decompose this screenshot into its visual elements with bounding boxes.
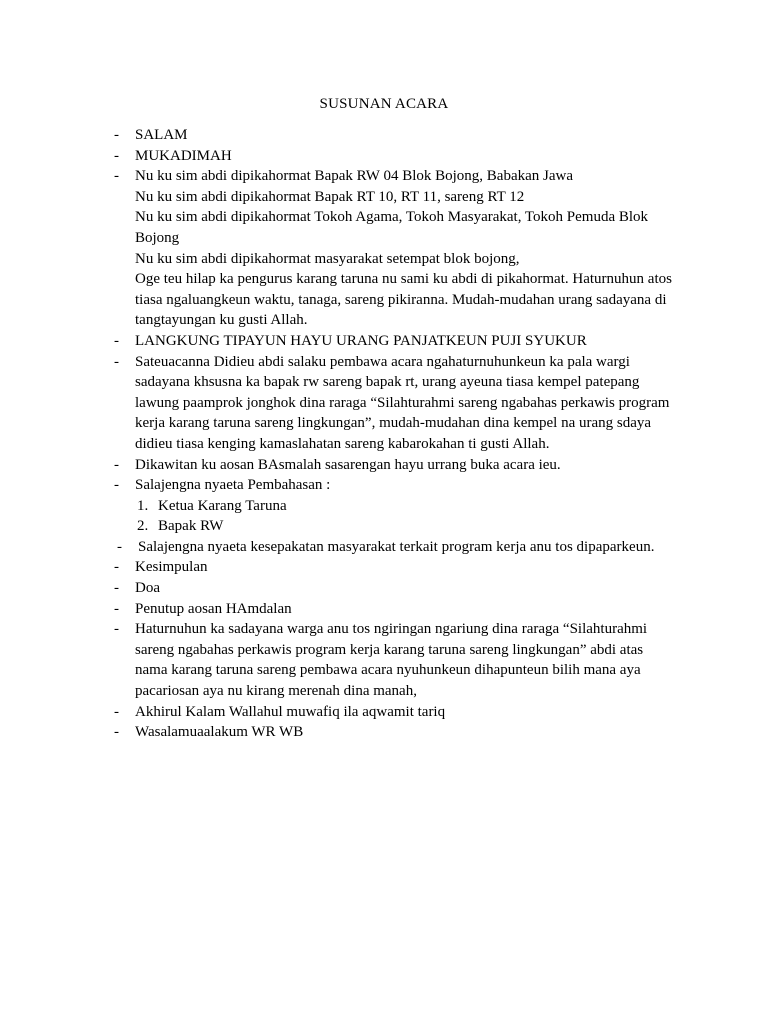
item-text-line: Bojong bbox=[135, 229, 180, 246]
item-text: Doa bbox=[135, 580, 160, 597]
item-text-line: tangtayungan ku gusti Allah. bbox=[135, 312, 308, 329]
item-text-line: Sateuacanna Didieu abdi salaku pembawa acara ngahaturnuhunkeun ka pala wargi bbox=[135, 353, 630, 370]
sublist-label: Ketua Karang Taruna bbox=[158, 497, 287, 514]
list-item-wasalam bbox=[114, 722, 684, 743]
bullet-dash: - bbox=[114, 332, 119, 349]
bullet-dash: - bbox=[114, 477, 119, 494]
list-item-pembahasan bbox=[114, 475, 684, 496]
bullet-dash: - bbox=[114, 621, 119, 638]
sublist-label: Bapak RW bbox=[158, 518, 224, 535]
bullet-dash: - bbox=[114, 580, 119, 597]
item-text-line: Nu ku sim abdi dipikahormat masyarakat setempat blok bojong, bbox=[135, 250, 520, 267]
sublist-item bbox=[114, 516, 684, 537]
bullet-dash: - bbox=[114, 168, 119, 185]
item-text: Wasalamuaalakum WR WB bbox=[135, 724, 304, 741]
list-item-haturnuhun bbox=[114, 619, 684, 701]
list-item-greetings bbox=[114, 166, 684, 331]
bullet-dash: - bbox=[114, 600, 119, 617]
list-item-penutup bbox=[114, 599, 684, 620]
item-text: Penutup aosan HAmdalan bbox=[135, 600, 292, 617]
item-text: Kesimpulan bbox=[135, 559, 208, 576]
list-item-kesimpulan bbox=[114, 557, 684, 578]
item-text-line: sadayana khsusna ka bapak rw sareng bapak rt, urang ayeuna tiasa kempel patepang bbox=[135, 374, 640, 391]
item-text-line: lawung paamprok jonghok dina raraga “Silahturahmi sareng ngabahas perkawis program bbox=[135, 394, 670, 411]
list-item-puji-syukur bbox=[114, 331, 684, 352]
page-title: SUSUNAN ACARA bbox=[319, 96, 449, 112]
list-item-salam bbox=[114, 125, 684, 146]
bullet-dash: - bbox=[114, 127, 119, 143]
item-text-line: Nu ku sim abdi dipikahormat Bapak RW 04 Blok Bojong, Babakan Jawa bbox=[135, 168, 574, 185]
item-text: MUKADIMAH bbox=[135, 147, 232, 164]
item-text-line: nama karang taruna sareng pembawa acara nyuhunkeun dihapunteun bilih mana aya bbox=[135, 662, 641, 679]
bullet-dash: - bbox=[114, 703, 119, 720]
list-item-mukadimah bbox=[114, 146, 684, 167]
bullet-dash: - bbox=[117, 538, 122, 555]
item-text-line: Nu ku sim abdi dipikahormat Bapak RT 10, RT 11, sareng RT 12 bbox=[135, 188, 525, 205]
item-text: LANGKUNG TIPAYUN HAYU URANG PANJATKEUN PUJI SYUKUR bbox=[135, 332, 587, 349]
bullet-dash: - bbox=[114, 353, 119, 370]
item-text-line: didieu tiasa kenging kamaslahatan sareng kabarokahan ti gusti Allah. bbox=[135, 435, 550, 452]
item-text-line: tiasa ngaluangkeun waktu, tanaga, sareng pikiranna. Mudah-mudahan urang sadayana di bbox=[135, 291, 667, 308]
sublist-item bbox=[114, 496, 684, 517]
item-text-line: sareng ngabahas perkawis program kerja karang taruna sareng lingkungan” abdi atas bbox=[135, 641, 644, 658]
item-text: Dikawitan ku aosan BAsmalah sasarengan hayu urrang buka acara ieu. bbox=[135, 456, 561, 473]
item-text: Salajengna nyaeta kesepakatan masyarakat terkait program kerja anu tos dipaparkeun. bbox=[138, 538, 655, 555]
item-text-line: Oge teu hilap ka pengurus karang taruna nu sami ku abdi di pikahormat. Haturnuhun atos bbox=[135, 271, 672, 288]
bullet-dash: - bbox=[114, 147, 119, 164]
list-item-kesepakatan bbox=[117, 537, 687, 558]
item-text: Salajengna nyaeta Pembahasan : bbox=[135, 477, 331, 494]
sublist-number: 2. bbox=[137, 518, 149, 535]
item-text: SALAM bbox=[135, 127, 188, 143]
item-text: Akhirul Kalam Wallahul muwafiq ila aqwamit tariq bbox=[135, 703, 446, 720]
list-item-akhirul-kalam bbox=[114, 702, 684, 723]
bullet-dash: - bbox=[114, 724, 119, 741]
item-text-line: Haturnuhun ka sadayana warga anu tos ngiringan ngariung dina raraga “Silahturahmi bbox=[135, 621, 648, 638]
agenda-list bbox=[114, 125, 684, 743]
item-text-line: pacariosan aya nu kirang merenah dina manah, bbox=[135, 683, 417, 700]
item-text-line: kerja karang taruna sareng lingkungan”, mudah-mudahan dina kempel na urang sdaya bbox=[135, 415, 652, 432]
bullet-dash: - bbox=[114, 456, 119, 473]
list-item-doa bbox=[114, 578, 684, 599]
bullet-dash: - bbox=[114, 559, 119, 576]
list-item-opening-speech bbox=[114, 352, 684, 455]
list-item-basmalah bbox=[114, 455, 684, 476]
sublist-number: 1. bbox=[137, 497, 149, 514]
item-text-line: Nu ku sim abdi dipikahormat Tokoh Agama, Tokoh Masyarakat, Tokoh Pemuda Blok bbox=[135, 209, 649, 226]
